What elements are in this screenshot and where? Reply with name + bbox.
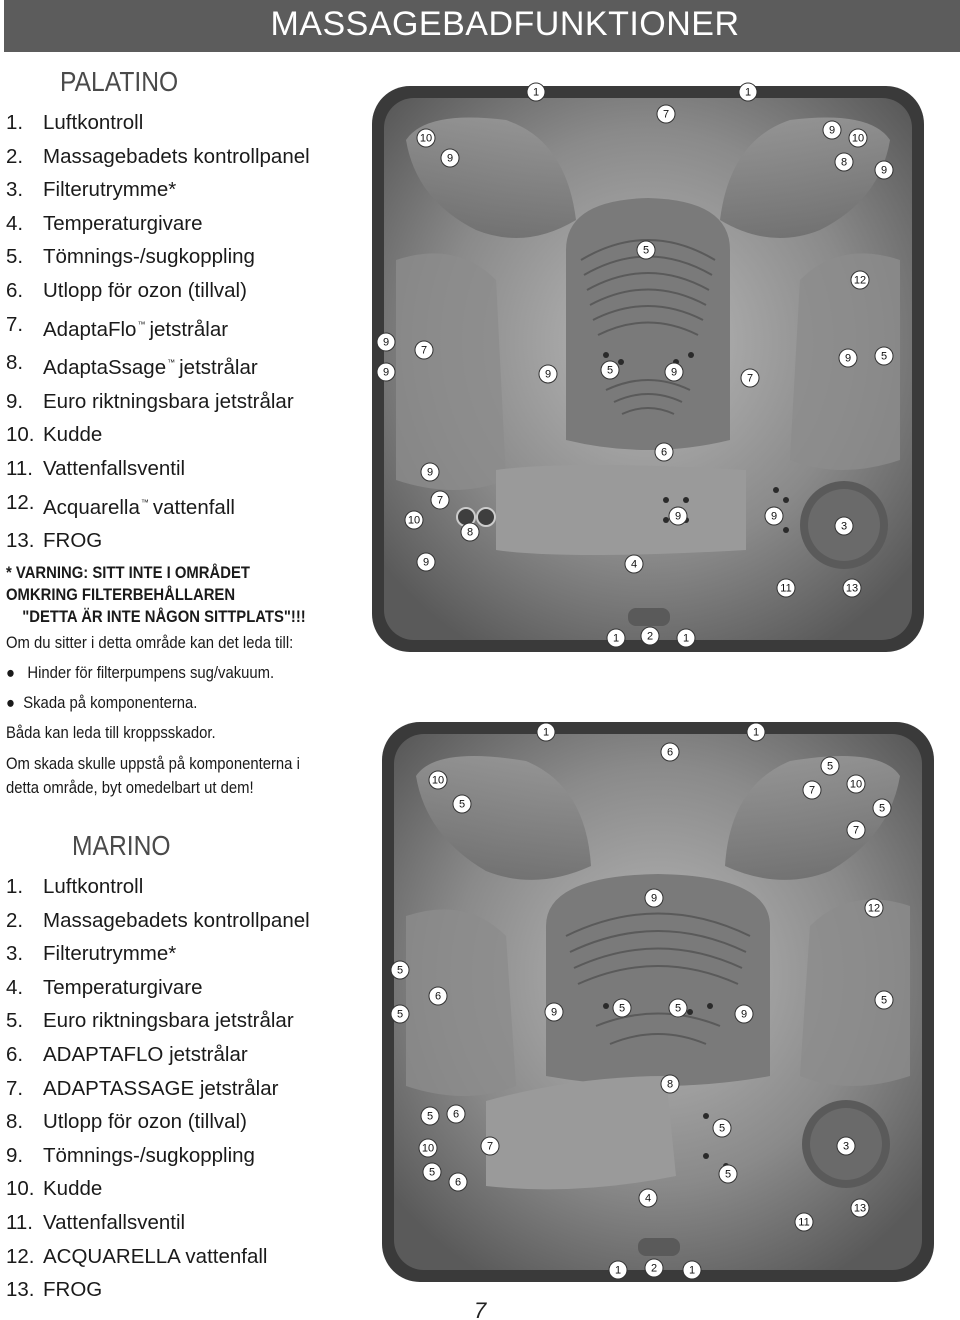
list-item xyxy=(6,140,310,174)
list-item xyxy=(6,1240,310,1274)
list-item-text: ADAPTAFLO jetstrålar xyxy=(43,1042,248,1066)
callout-label: 9 xyxy=(650,892,658,905)
callout-label: 7 xyxy=(662,108,670,121)
list-item xyxy=(6,274,310,308)
callout-label: 9 xyxy=(426,466,434,479)
list-item-number: 12. xyxy=(6,1244,35,1268)
callout-label: 9 xyxy=(382,336,390,349)
callout-label: 10 xyxy=(407,514,421,527)
list-item xyxy=(6,937,310,971)
list-item-text: Temperaturgivare xyxy=(43,975,203,999)
list-item-number: 7. xyxy=(6,312,24,336)
seat-left xyxy=(406,909,516,1096)
list-item-number: 6. xyxy=(6,1042,24,1066)
list-item-number: 1. xyxy=(6,111,24,134)
list-item-text: AdaptaSsage™ jetstrålar xyxy=(43,356,258,380)
list-item-text: ADAPTASSAGE jetstrålar xyxy=(43,1076,279,1100)
page-title: MASSAGEBADFUNKTIONER xyxy=(270,5,740,43)
list-item-text: AdaptaFlo™ jetstrålar xyxy=(43,317,229,341)
callout-label: 7 xyxy=(808,784,816,797)
callout-label: 9 xyxy=(740,1008,748,1021)
list-item xyxy=(6,346,310,385)
seat-right xyxy=(800,899,910,1086)
list-item-text: Utlopp för ozon (tillval) xyxy=(43,278,247,302)
list-item xyxy=(6,308,310,347)
list-item-number: 10. xyxy=(6,1177,35,1201)
warning-heading-2: OMKRING FILTERBEHÅLLAREN xyxy=(6,586,236,604)
list-item-number: 8. xyxy=(6,351,24,375)
callout-label: 13 xyxy=(845,582,859,595)
callout-label: 9 xyxy=(674,510,682,523)
list-item xyxy=(6,1172,310,1206)
list-item-text: FROG xyxy=(43,529,103,553)
warning-heading-3: "DETTA ÄR INTE NÅGON SITTPLATS"!!! xyxy=(22,608,306,626)
list-item-number: 8. xyxy=(6,1110,24,1134)
callout-label: 5 xyxy=(674,1002,682,1015)
list-item-text: Vattenfallsventil xyxy=(43,456,186,480)
palatino-feature-list xyxy=(6,106,310,558)
warning-heading-1: * VARNING: SITT INTE I OMRÅDET xyxy=(6,564,250,582)
list-item-number: 7. xyxy=(6,1076,24,1100)
callout-label: 5 xyxy=(724,1168,732,1181)
list-item-number: 4. xyxy=(6,211,24,235)
list-item-text: Filterutrymme* xyxy=(43,178,177,202)
callout-label: 1 xyxy=(532,86,540,99)
list-item xyxy=(6,486,310,525)
callout-label: 6 xyxy=(454,1176,462,1189)
bullet-icon: ● xyxy=(6,664,15,682)
list-item-number: 11. xyxy=(6,1210,33,1234)
callout-label: 4 xyxy=(644,1192,652,1205)
list-item xyxy=(6,870,310,904)
list-item xyxy=(6,1273,310,1307)
list-item xyxy=(6,1038,310,1072)
list-item xyxy=(6,418,310,452)
list-item-number: 13. xyxy=(6,529,35,553)
warning-replace-2: detta område, byt omedelbart ut dem! xyxy=(6,779,254,797)
list-item xyxy=(6,240,310,274)
list-item-number: 2. xyxy=(6,908,24,932)
list-item-number: 13. xyxy=(6,1278,35,1302)
callout-label: 5 xyxy=(458,798,466,811)
list-item-text: Massagebadets kontrollpanel xyxy=(43,144,310,168)
list-item-text: Utlopp för ozon (tillval) xyxy=(43,1110,247,1134)
callout-label: 1 xyxy=(542,726,550,739)
trademark-mark: ™ xyxy=(140,497,149,507)
list-item-number: 9. xyxy=(6,389,24,413)
list-item-text: Tömnings-/sugkoppling xyxy=(43,1143,255,1167)
callout-label: 5 xyxy=(642,244,650,257)
callout-label: 1 xyxy=(614,1264,622,1277)
list-item-number: 9. xyxy=(6,1143,24,1167)
callout-label: 8 xyxy=(466,526,474,539)
list-item-number: 1. xyxy=(6,875,24,898)
control-panel xyxy=(628,608,670,626)
list-item xyxy=(6,1105,310,1139)
callout-label: 10 xyxy=(419,132,433,145)
list-item-text: Euro riktningsbara jetstrålar xyxy=(43,1009,294,1033)
callout-label: 12 xyxy=(867,902,881,915)
lounger-seat xyxy=(496,465,746,555)
list-item-text: FROG xyxy=(43,1278,103,1302)
callout-label: 9 xyxy=(844,352,852,365)
page-number: 7 xyxy=(474,1298,487,1320)
list-item xyxy=(6,452,310,486)
callout-label: 6 xyxy=(666,746,674,759)
list-item-number: 6. xyxy=(6,278,24,302)
warning-box xyxy=(6,562,346,800)
list-item xyxy=(6,1004,310,1038)
callout-label: 5 xyxy=(880,994,888,1007)
control-panel xyxy=(638,1238,680,1256)
list-item-text: Luftkontroll xyxy=(43,875,144,898)
callout-label: 5 xyxy=(426,1110,434,1123)
callout-label: 6 xyxy=(452,1108,460,1121)
list-item xyxy=(6,1072,310,1106)
callout-label: 9 xyxy=(544,368,552,381)
callout-label: 7 xyxy=(420,344,428,357)
callout-label: 11 xyxy=(798,1216,810,1229)
list-item xyxy=(6,1139,310,1173)
callout-label: 12 xyxy=(853,274,867,287)
callout-label: 3 xyxy=(840,520,848,533)
callout-label: 10 xyxy=(851,132,865,145)
list-item-number: 3. xyxy=(6,942,24,966)
bullet-icon: ● xyxy=(6,694,15,712)
trademark-mark: ™ xyxy=(167,358,176,368)
list-item xyxy=(6,524,310,558)
callout-label: 9 xyxy=(770,510,778,523)
palatino-title: PALATINO xyxy=(60,66,179,97)
warning-bullet-1 xyxy=(6,658,312,688)
list-item-text: Acquarella™ vattenfall xyxy=(43,495,235,519)
callout-label: 2 xyxy=(646,630,654,643)
callout-label: 5 xyxy=(826,760,834,773)
callout-label: 1 xyxy=(682,632,690,645)
list-item-number: 12. xyxy=(6,490,35,514)
list-item-text: Vattenfallsventil xyxy=(43,1210,186,1234)
callout-label: 9 xyxy=(880,164,888,177)
warning-injury: Båda kan leda till kroppsskador. xyxy=(6,724,216,742)
list-item xyxy=(6,971,310,1005)
callout-label: 3 xyxy=(842,1140,850,1153)
list-item-text: ACQUARELLA vattenfall xyxy=(43,1244,268,1268)
warning-consequence: Om du sitter i detta område kan det leda till: xyxy=(6,634,294,652)
callout-label: 9 xyxy=(422,556,430,569)
center-seat xyxy=(566,198,730,450)
list-item-number: 2. xyxy=(6,144,24,168)
list-item-text: Tömnings-/sugkoppling xyxy=(43,245,255,269)
marino-tub-diagram xyxy=(376,716,942,1290)
callout-label: 8 xyxy=(666,1078,674,1091)
list-item xyxy=(6,385,310,419)
callout-label: 5 xyxy=(396,1008,404,1021)
list-item-number: 10. xyxy=(6,423,35,447)
callout-label: 9 xyxy=(382,366,390,379)
callout-label: 5 xyxy=(618,1002,626,1015)
callout-label: 10 xyxy=(421,1142,435,1155)
callout-label: 13 xyxy=(853,1202,867,1215)
callout-label: 7 xyxy=(746,372,754,385)
callout-label: 5 xyxy=(880,350,888,363)
list-item-number: 5. xyxy=(6,245,24,269)
list-item xyxy=(6,904,310,938)
list-item-number: 3. xyxy=(6,178,24,202)
callout-label: 6 xyxy=(434,990,442,1003)
list-item-text: Filterutrymme* xyxy=(43,942,177,966)
list-item-text: Kudde xyxy=(43,1177,103,1201)
trademark-mark: ™ xyxy=(137,319,146,329)
list-item-text: Euro riktningsbara jetstrålar xyxy=(43,389,294,413)
warning-bullet-2 xyxy=(6,688,312,718)
callout-label: 5 xyxy=(428,1166,436,1179)
warning-bullet-2-text: Skada på komponenterna. xyxy=(23,694,198,712)
callout-label: 9 xyxy=(446,152,454,165)
jet-icon xyxy=(477,508,495,526)
callout-label: 7 xyxy=(852,824,860,837)
callout-label: 5 xyxy=(718,1122,726,1135)
callout-label: 4 xyxy=(630,558,638,571)
list-item xyxy=(6,173,310,207)
callout-label: 8 xyxy=(840,156,848,169)
palatino-tub-diagram xyxy=(366,80,932,660)
warning-bullet-1-text: Hinder för filterpumpens sug/vakuum. xyxy=(27,664,275,682)
callout-label: 1 xyxy=(744,86,752,99)
callout-label: 6 xyxy=(660,446,668,459)
list-item-text: Kudde xyxy=(43,423,103,447)
callout-label: 9 xyxy=(828,124,836,137)
callout-label: 10 xyxy=(431,774,445,787)
list-item-text: Luftkontroll xyxy=(43,111,144,134)
marino-title: MARINO xyxy=(72,830,171,861)
list-item-text: Temperaturgivare xyxy=(43,211,203,235)
callout-label: 5 xyxy=(606,364,614,377)
callout-label: 5 xyxy=(396,964,404,977)
callout-label: 1 xyxy=(612,632,620,645)
callout-label: 1 xyxy=(752,726,760,739)
list-item xyxy=(6,207,310,241)
callout-label: 9 xyxy=(550,1006,558,1019)
list-item-number: 11. xyxy=(6,456,33,480)
callout-label: 1 xyxy=(688,1264,696,1277)
list-item-text: Massagebadets kontrollpanel xyxy=(43,908,310,932)
seat-left xyxy=(396,253,506,490)
marino-feature-list xyxy=(6,870,310,1307)
warning-replace-1: Om skada skulle uppstå på komponenterna i xyxy=(6,755,300,773)
list-item-number: 5. xyxy=(6,1009,24,1033)
callout-label: 5 xyxy=(878,802,886,815)
list-item xyxy=(6,106,310,140)
callout-label: 10 xyxy=(849,778,863,791)
callout-label: 11 xyxy=(780,582,792,595)
callout-label: 7 xyxy=(436,494,444,507)
list-item xyxy=(6,1206,310,1240)
list-item-number: 4. xyxy=(6,975,24,999)
callout-label: 9 xyxy=(670,366,678,379)
callout-label: 2 xyxy=(650,1262,658,1275)
callout-label: 7 xyxy=(486,1140,494,1153)
